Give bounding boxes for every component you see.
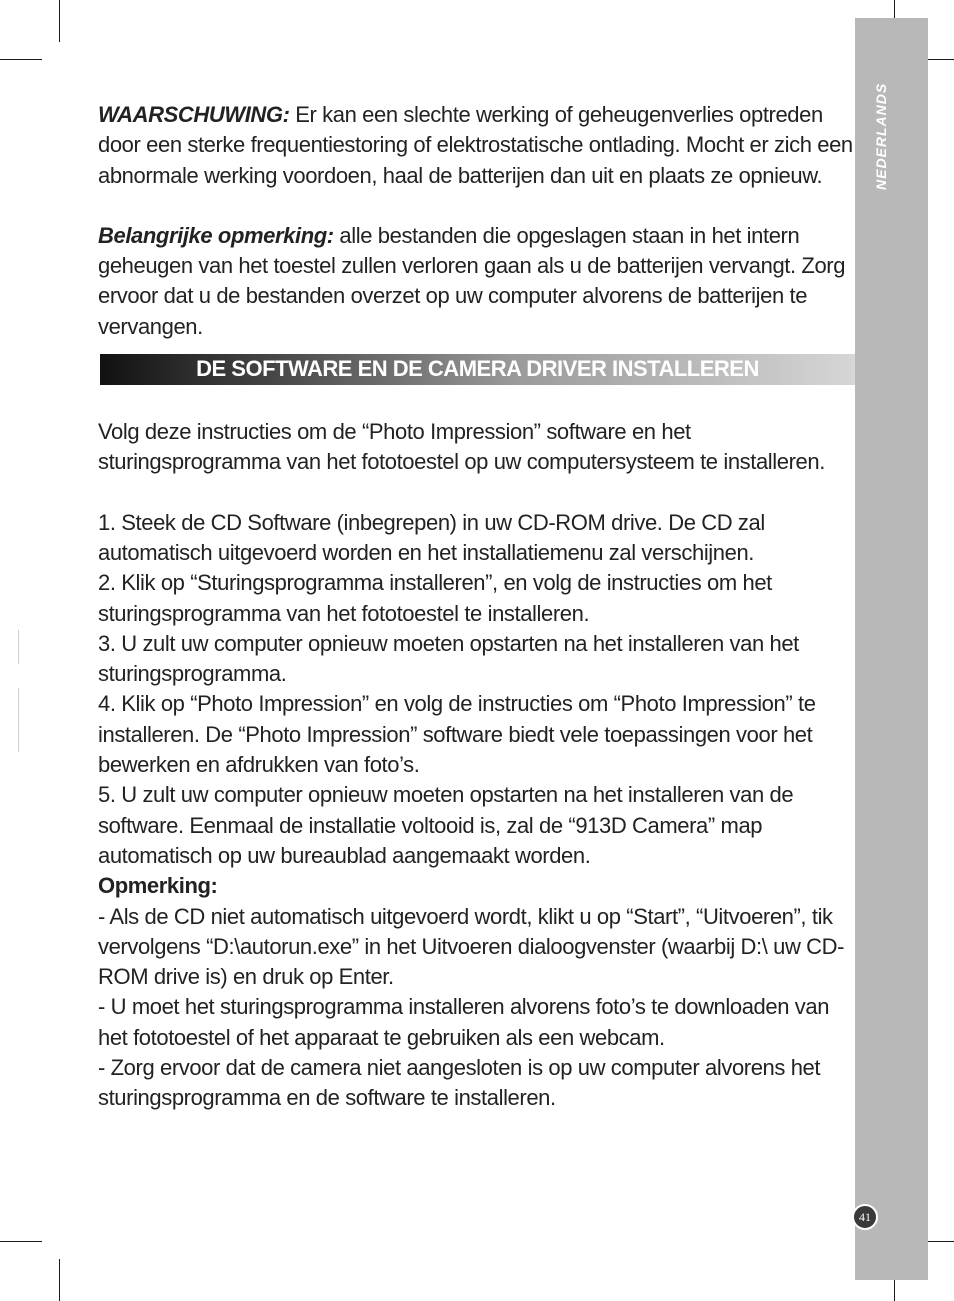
step-item: 4. Klik op “Photo Impression” en volg de instructies om “Photo Impression” te installeren. De “Photo Impression” software biedt vele toepassingen voor het bewerken en afdrukken van foto’s. [98,691,816,778]
note-item: - U moet het sturingsprogramma installeren alvorens foto’s te downloaden van het fototoestel of het apparaat te gebruiken als een webcam. [98,994,830,1050]
crop-mark [18,688,19,752]
language-tab [855,18,928,1280]
crop-mark [0,1241,42,1242]
crop-mark [59,0,60,42]
step-item: 5. U zult uw computer opnieuw moeten opstarten na het installeren van de software. Eenmaal de installatie voltooid is, zal de “913D Camera” map automatisch op uw bureaublad aangemaakt worden. [98,782,794,868]
note-item: - Als de CD niet automatisch uitgevoerd wordt, klikt u op “Start”, “Uitvoeren”, tik vervolgens “D:\autorun.exe” in het Uitvoeren dialoogvenster (waarbij D:\ uw CD-ROM drive is) en druk op Enter. [98,903,845,990]
important-label: Belangrijke opmerking: [98,222,334,248]
intro-paragraph: Volg deze instructies om de “Photo Impression” software en het sturingsprogramma van het fototoestel op uw computersysteem te installeren. [98,419,825,475]
crop-mark [59,1259,60,1301]
note-label: Opmerking: [98,873,218,899]
section-heading: DE SOFTWARE EN DE CAMERA DRIVER INSTALLEREN [100,354,855,385]
page-content [98,100,858,1114]
step-item: 3. U zult uw computer opnieuw moeten opstarten na het installeren van het sturingsprogramma. [98,630,799,687]
language-label: NEDERLANDS [873,82,889,190]
step-item: 2. Klik op “Sturingsprogramma installeren”, en volg de instructies om het sturingsprogramma van het fototoestel te installeren. [98,570,772,626]
important-text: alle bestanden die opgeslagen staan in het intern geheugen van het toestel zullen verloren gaan als u de batterijen vervangt. Zorg ervoor dat u de bestanden overzet op uw computer alvorens de batterijen te vervangen. [98,222,846,339]
important-paragraph [98,221,858,342]
warning-text: Er kan een slechte werking of geheugenverlies optreden door een sterke frequentiestoring of elektrostatische ontlading. Mocht er zich een abnormale werking voordoen, haal de batterijen dan uit en plaats ze opnieuw. [98,102,853,188]
step-item: 1. Steek de CD Software (inbegrepen) in uw CD-ROM drive. De CD zal automatisch uitgevoerd worden en het installatiemenu zal verschijnen. [98,509,765,565]
page-number: 41 [852,1204,878,1230]
crop-mark [0,59,42,60]
warning-paragraph [98,100,858,191]
crop-mark [18,630,19,664]
warning-label: WAARSCHUWING: [98,102,290,127]
note-item: - Zorg ervoor dat de camera niet aangesloten is op uw computer alvorens het sturingsprogramma en de software te installeren. [98,1055,821,1111]
